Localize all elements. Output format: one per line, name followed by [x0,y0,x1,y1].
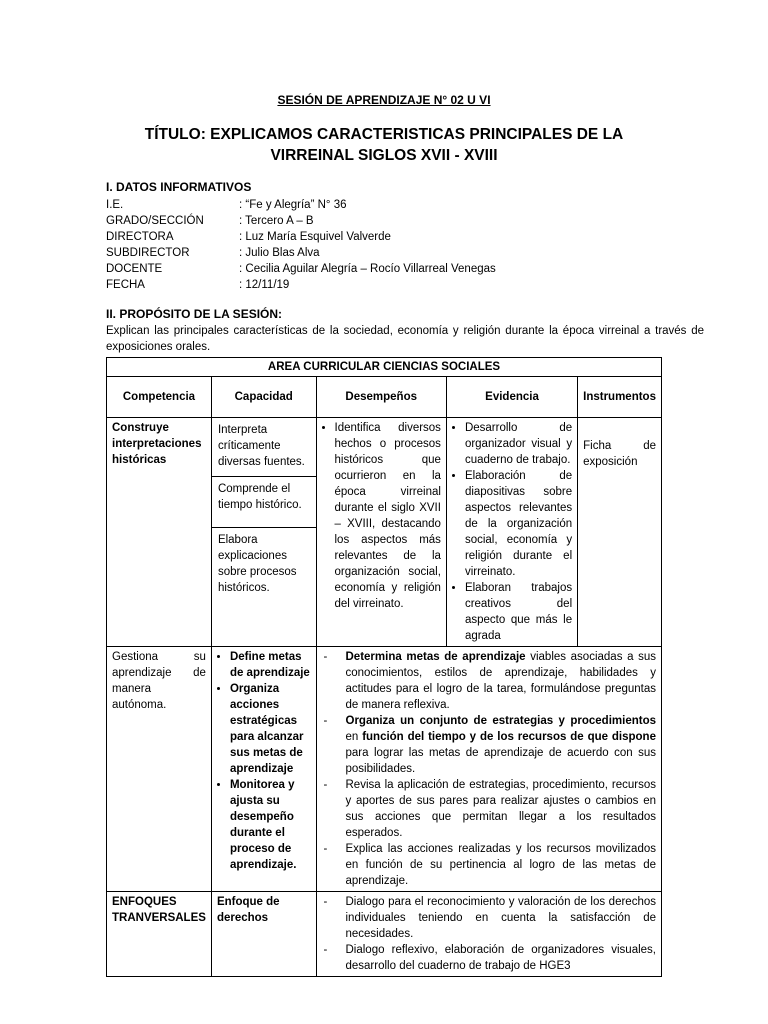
desempeno-item [322,649,657,713]
desempeno-bold: Organiza un conjunto de estrategias y procedimientos [345,715,656,727]
desempeno-cell [316,647,662,892]
table-row [107,647,662,892]
capacidad-item: • Monitorea y ajusta su desempeño durante el proceso de aprendizaje. [230,777,311,873]
desempeno-item [322,841,657,889]
desempeno-text: en [345,731,363,743]
evidencia-item: • Elaboración de diapositivas sobre aspectos relevantes de la organización social, economía y religión durante el virreinato. [465,468,572,580]
capacidad-cell [211,647,316,892]
curricular-table [106,357,662,977]
competencia-cell: Construye interpretaciones históricas [107,418,212,647]
info-value: : Julio Blas Alva [239,247,320,259]
desempeno-text: Revisa la aplicación de estrategias, procedimiento, recursos y aportes de sus pares para realizar ajustes o cambios en sus acciones que permitan llegar a los resultados esperados. [345,779,656,839]
desempeno-bold: función del tiempo y de los recursos de que dispone [362,731,656,743]
capacidad-cell [211,418,316,647]
evidencia-item: • Desarrollo de organizador visual y cuaderno de trabajo. [465,420,572,468]
capacidad-list [217,649,311,873]
info-value: : Luz María Esquivel Valverde [239,231,391,243]
enfoque-items-cell [316,892,662,977]
info-row-directora [106,229,496,245]
desempeno-item [322,777,657,841]
desempeno-item: • Identifica diversos hechos o procesos históricos que ocurrieron en la época virreinal durante el siglo XVII – XVIII, destacando los aspectos más relevantes de la organización social, economía y religión del virreinato. [335,420,441,612]
info-label: DOCENTE [106,263,163,275]
enfoque-item: - Dialogo reflexivo, elaboración de organizadores visuales, desarrollo del cuaderno de trabajo de HGE3 [322,942,657,974]
info-label: DIRECTORA [106,231,174,243]
datos-informativos [106,197,496,293]
header-instrumentos: Instrumentos [578,377,662,418]
table-row [107,418,662,647]
info-label: I.E. [106,199,124,211]
desempeno-list [322,420,441,612]
table-row [107,892,662,977]
proposito-text: Explican las principales características de la sociedad, economía y religión durante la época virreinal a través de exposiciones orales. [106,325,704,353]
evidencia-item: • Elaboran trabajos creativos del aspecto que más le agrada [465,580,572,644]
header-competencia: Competencia [107,377,212,418]
page-title: TÍTULO: EXPLICAMOS CARACTERISTICAS PRINCIPALES DE LA VIRREINAL SIGLOS XVII - XVIII [144,126,624,164]
competencia-cell: Gestiona su aprendizaje de manera autónoma. [107,647,212,892]
info-row-subdirector [106,245,496,261]
info-label: GRADO/SECCIÓN [106,215,204,227]
info-label: SUBDIRECTOR [106,247,190,259]
header-desempenos: Desempeños [316,377,446,418]
desempeno-text: viables asociadas a sus conocimientos, estilos de aprendizaje, habilidades y actitudes para el logro de la tarea, formulándose preguntas de manera reflexiva. [345,651,657,711]
desempeno-item [322,713,657,777]
desempeno-list [322,649,657,889]
header-evidencia: Evidencia [446,377,577,418]
evidencia-cell [446,418,577,647]
capacidad-item: Interpreta críticamente diversas fuentes. [212,418,316,477]
info-value: : Cecilia Aguilar Alegría – Rocío Villarreal Venegas [239,263,496,275]
info-label: FECHA [106,279,145,291]
desempeno-text: para lograr las metas de aprendizaje de acuerdo con sus posibilidades. [345,747,656,775]
capacidad-item: • Define metas de aprendizaje [230,649,311,681]
enfoque-item: - Dialogo para el reconocimiento y valoración de los derechos individuales teniendo en cuenta la satisfacción de necesidades. [322,894,657,942]
datos-heading: I. DATOS INFORMATIVOS [106,180,252,194]
instrumento-cell: Ficha de exposición [578,418,662,647]
info-value: : “Fe y Alegría” N° 36 [239,199,347,211]
header-capacidad: Capacidad [211,377,316,418]
info-row-grado [106,213,496,229]
enfoque-cell: Enfoque de derechos [211,892,316,977]
evidencia-list [452,420,572,644]
enfoques-label-cell: ENFOQUES TRANVERSALES [107,892,212,977]
capacidad-item: Elabora explicaciones sobre procesos históricos. [217,534,297,594]
session-title: SESIÓN DE APRENDIZAJE N° 02 U VI [277,93,491,107]
capacidad-item: • Organiza acciones estratégicas para alcanzar sus metas de aprendizaje [230,681,311,777]
info-row-fecha [106,277,496,293]
desempeno-text: Explica las acciones realizadas y los recursos movilizados en función de su pertinencia al logro de las metas de aprendizaje. [345,843,656,887]
enfoque-list [322,894,657,974]
info-value: : 12/11/19 [239,279,290,291]
capacidad-item: Comprende el tiempo histórico. [212,477,316,528]
info-row-docente [106,261,496,277]
desempeno-cell [316,418,446,647]
area-curricular-header: AREA CURRICULAR CIENCIAS SOCIALES [107,358,662,377]
proposito-heading: II. PROPÓSITO DE LA SESIÓN: [106,307,283,321]
info-row-ie [106,197,496,213]
info-value: : Tercero A – B [239,215,314,227]
desempeno-bold: Determina metas de aprendizaje [345,651,526,663]
